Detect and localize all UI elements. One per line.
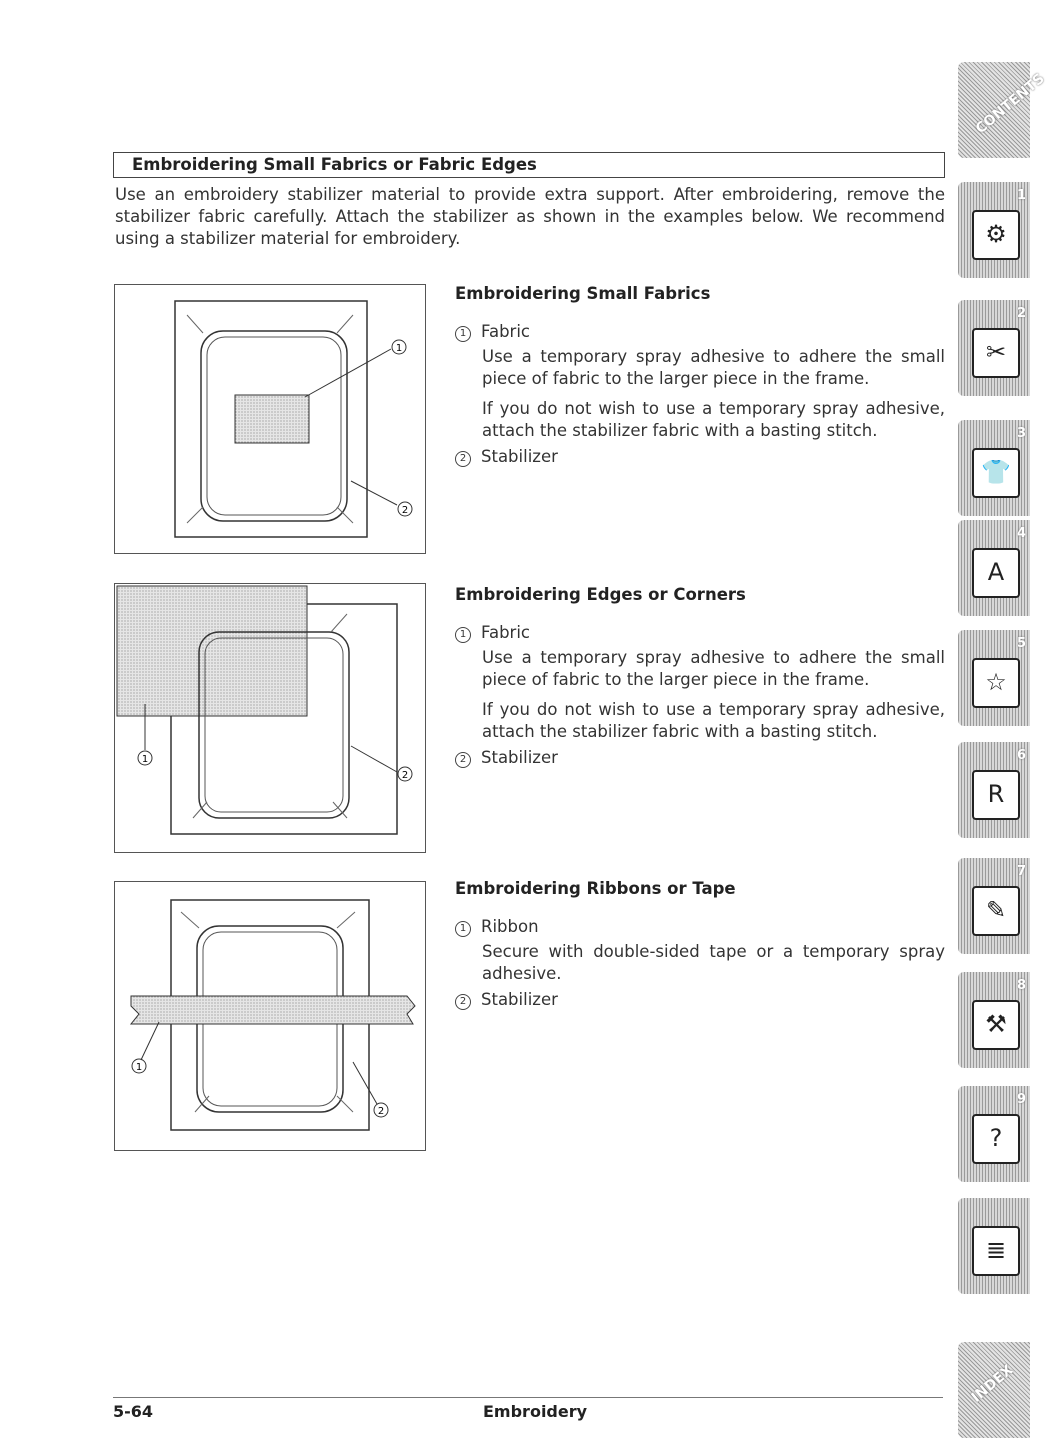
item-number: 1 — [455, 921, 471, 937]
tab-chapter-7[interactable] — [958, 858, 1030, 954]
tab-chapter-1[interactable] — [958, 182, 1030, 278]
thread-spools-icon: ✂ — [972, 328, 1020, 378]
item-number: 2 — [455, 752, 471, 768]
tab-chapter-9[interactable] — [958, 1086, 1030, 1182]
footer-chapter-title: Embroidery — [483, 1402, 588, 1421]
callout-1: 1 — [141, 754, 149, 765]
tab-number: 9 — [1016, 1092, 1026, 1107]
section-heading: Embroidering Ribbons or Tape — [455, 879, 736, 898]
section-small-fabrics — [455, 283, 945, 468]
callout-1: 1 — [135, 1062, 143, 1073]
callout-1: 1 — [395, 343, 403, 354]
item-number: 1 — [455, 326, 471, 342]
item-description: Use a temporary spray adhesive to adhere the small piece of fabric to the larger piece in the frame. — [482, 347, 945, 388]
section-title: Embroidering Small Fabrics or Fabric Edges — [113, 152, 945, 178]
item-label: Fabric — [481, 623, 531, 642]
section-edges-corners — [455, 584, 945, 769]
tab-number: 1 — [1016, 188, 1026, 203]
sewing-machine-icon: ⚙ — [972, 210, 1020, 260]
tab-contents[interactable] — [958, 62, 1048, 158]
page-number: 5-64 — [113, 1402, 154, 1421]
tab-text: CONTENTS — [972, 70, 1048, 138]
troubleshooting-icon: ? — [972, 1114, 1020, 1164]
callout-2: 2 — [377, 1106, 385, 1117]
list-item — [455, 622, 945, 644]
item-label: Stabilizer — [481, 748, 558, 767]
list-item — [455, 321, 945, 343]
item-description: If you do not wish to use a temporary spray adhesive, attach the stabilizer fabric with a basting stitch. — [482, 399, 945, 440]
callout-2: 2 — [401, 770, 409, 781]
monogram-shirt-icon: R — [972, 770, 1020, 820]
figure-edges-corners — [114, 583, 426, 853]
tab-number: 6 — [1016, 748, 1026, 763]
tab-chapter-5[interactable] — [958, 630, 1030, 726]
tab-chapter-6[interactable] — [958, 742, 1030, 838]
item-label: Stabilizer — [481, 990, 558, 1009]
item-label: Ribbon — [481, 917, 539, 936]
figure-ribbons-tape — [114, 881, 426, 1151]
list-item — [455, 989, 945, 1011]
list-item — [455, 747, 945, 769]
tab-chapter-2[interactable] — [958, 300, 1030, 396]
section-ribbons-tape — [455, 878, 945, 1011]
appendix-pages-icon: ≣ — [972, 1226, 1020, 1276]
tab-number: 2 — [1016, 306, 1026, 321]
item-label: Stabilizer — [481, 447, 558, 466]
tab-chapter-8[interactable] — [958, 972, 1030, 1068]
section-heading: Embroidering Small Fabrics — [455, 284, 711, 303]
edit-shirt-icon: ✎ — [972, 886, 1020, 936]
section-heading: Embroidering Edges or Corners — [455, 585, 746, 604]
item-label: Fabric — [481, 322, 531, 341]
character-stitch-icon: A — [972, 548, 1020, 598]
intro-paragraph: Use an embroidery stabilizer material to provide extra support. After embroidering, remove the stabilizer fabric carefully. Attach the stabilizer as shown in the examples below. We recommend using a stabilizer material for embroidery. — [115, 185, 945, 248]
maintenance-icon: ⚒ — [972, 1000, 1020, 1050]
tab-number: 8 — [1016, 978, 1026, 993]
item-number: 2 — [455, 994, 471, 1010]
tab-chapter-4[interactable] — [958, 520, 1030, 616]
list-item — [455, 446, 945, 468]
tab-text: INDEX — [968, 1362, 1017, 1406]
figure-small-fabric — [114, 284, 426, 554]
embroidery-frame-icon: ☆ — [972, 658, 1020, 708]
list-item — [455, 916, 945, 938]
tab-appendix[interactable] — [958, 1198, 1030, 1294]
tab-number: 7 — [1016, 864, 1026, 879]
tab-number: 3 — [1016, 426, 1026, 441]
tab-number: 4 — [1016, 526, 1026, 541]
item-description: Use a temporary spray adhesive to adhere the small piece of fabric to the larger piece in the frame. — [482, 648, 945, 689]
tab-chapter-3[interactable] — [958, 420, 1030, 516]
item-description: Secure with double-sided tape or a temporary spray adhesive. — [482, 942, 945, 983]
footer-divider — [113, 1397, 943, 1398]
tshirt-icon: 👕 — [972, 448, 1020, 498]
item-number: 1 — [455, 627, 471, 643]
item-number: 2 — [455, 451, 471, 467]
tab-index[interactable] — [958, 1342, 1030, 1438]
item-description: If you do not wish to use a temporary spray adhesive, attach the stabilizer fabric with a basting stitch. — [482, 700, 945, 741]
tab-number: 5 — [1016, 636, 1026, 651]
callout-2: 2 — [401, 505, 409, 516]
